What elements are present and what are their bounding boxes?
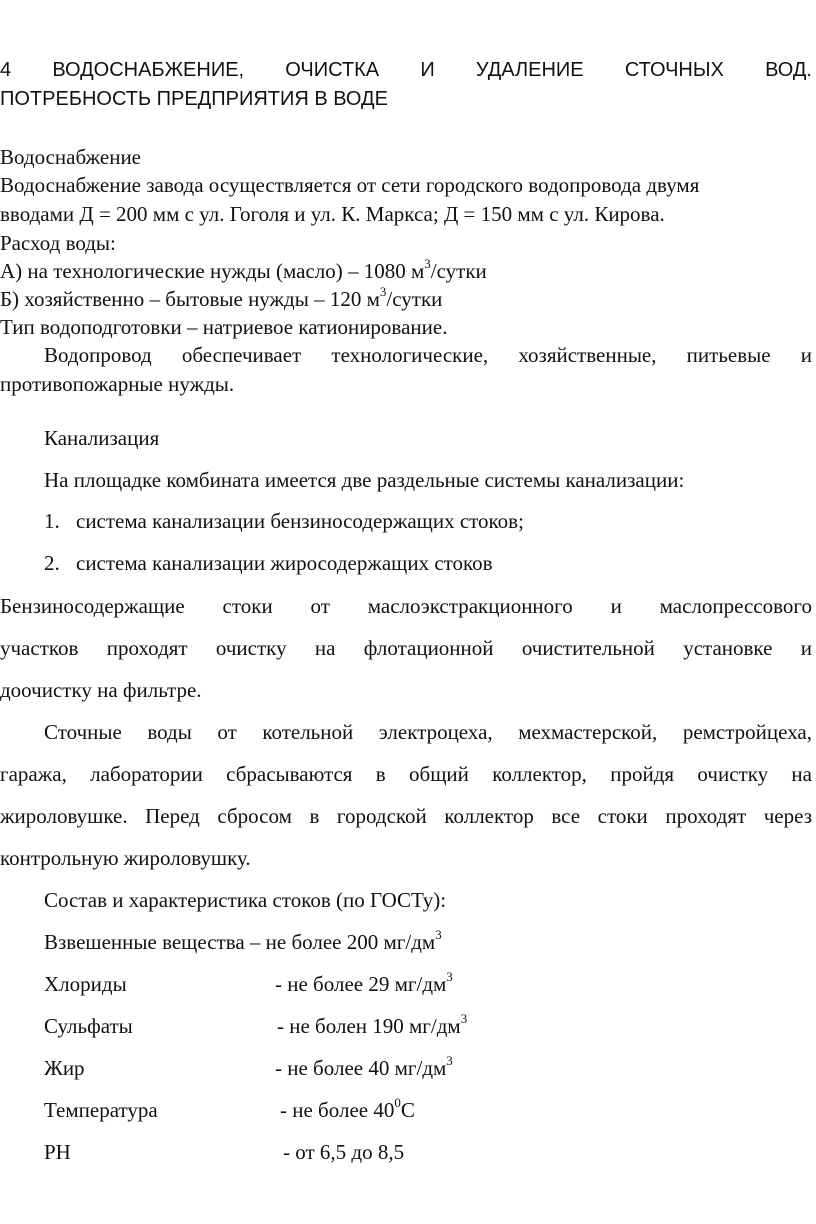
treatment-type: Тип водоподготовки – натриевое катионирование. <box>0 315 448 339</box>
list-item-text: система канализации бензиносодержащих стоков; <box>76 509 524 533</box>
water-supply-paragraph-line-1: Водопровод обеспечивает технологические, хозяйственные, питьевые и <box>44 343 812 367</box>
paragraph-2-line-2: гаража, лаборатории сбрасываются в общий коллектор, пройдя очистку на <box>0 762 812 786</box>
list-item: 2. <box>44 551 60 575</box>
param-value: - не болен 190 $мг/дм^3$ <box>277 1011 468 1038</box>
paragraph-1-line-2: участков проходят очистку на флотационной очистительной установке и <box>0 636 812 660</box>
list-item: 1. <box>44 509 60 533</box>
water-supply-paragraph-line-2: противопожарные нужды. <box>0 372 235 396</box>
sewerage-intro: На площадке комбината имеется две раздельные системы канализации: <box>44 468 685 492</box>
section-heading-line-1: 4 ВОДОСНАБЖЕНИЕ, ОЧИСТКА И УДАЛЕНИЕ СТОЧНЫХ ВОД. <box>0 59 812 81</box>
sewerage-title: Канализация <box>44 426 160 450</box>
paragraph-2-line-3: жироловушке. Перед сбросом в городской коллектор все стоки проходят через <box>0 804 812 828</box>
list-item-text: система канализации жиросодержащих стоков <box>76 551 493 575</box>
water-supply-text-line-2: вводами Д = 200 мм с ул. Гоголя и ул. К. Маркса; Д = 150 мм с ул. Кирова. <box>0 202 665 226</box>
water-supply-title: Водоснабжение <box>0 145 142 169</box>
consumption-item-a: А) на технологические нужды (масло) – 1080 $м^3$/сутки <box>0 256 487 283</box>
param-value: - не более 29 $мг/дм^3$ <box>275 969 453 996</box>
suspended-solids: Взвешенные вещества – не более 200 $мг/дм^3$ <box>44 927 442 954</box>
composition-title: Состав и характеристика стоков (по ГОСТу): <box>44 888 447 912</box>
water-supply-text-line-1: Водоснабжение завода осуществляется от сети городского водопровода двумя <box>0 173 700 197</box>
section-heading-line-2: ПОТРЕБНОСТЬ ПРЕДПРИЯТИЯ В ВОДЕ <box>0 88 388 110</box>
param-value: - не более 40 $мг/дм^3$ <box>275 1053 453 1080</box>
param-value: - не более $40^0С$ <box>280 1095 415 1122</box>
param-name: Жир <box>44 1056 85 1080</box>
param-name: Температура <box>44 1098 158 1122</box>
paragraph-1-line-3: доочистку на фильтре. <box>0 678 202 702</box>
paragraph-2-line-4: контрольную жироловушку. <box>0 846 251 870</box>
consumption-item-b: Б) хозяйственно – бытовые нужды – 120 $м^3$/сутки <box>0 284 443 311</box>
param-name: Хлориды <box>44 972 127 996</box>
param-value: - от 6,5 до 8,5 <box>283 1140 405 1164</box>
paragraph-1-line-1: Бензиносодержащие стоки от маслоэкстракционного и маслопрессового <box>0 594 812 618</box>
param-name: Сульфаты <box>44 1014 133 1038</box>
param-name: РН <box>44 1140 71 1164</box>
paragraph-2-line-1: Сточные воды от котельной электроцеха, мехмастерской, ремстройцеха, <box>44 720 812 744</box>
consumption-label: Расход воды: <box>0 231 116 255</box>
